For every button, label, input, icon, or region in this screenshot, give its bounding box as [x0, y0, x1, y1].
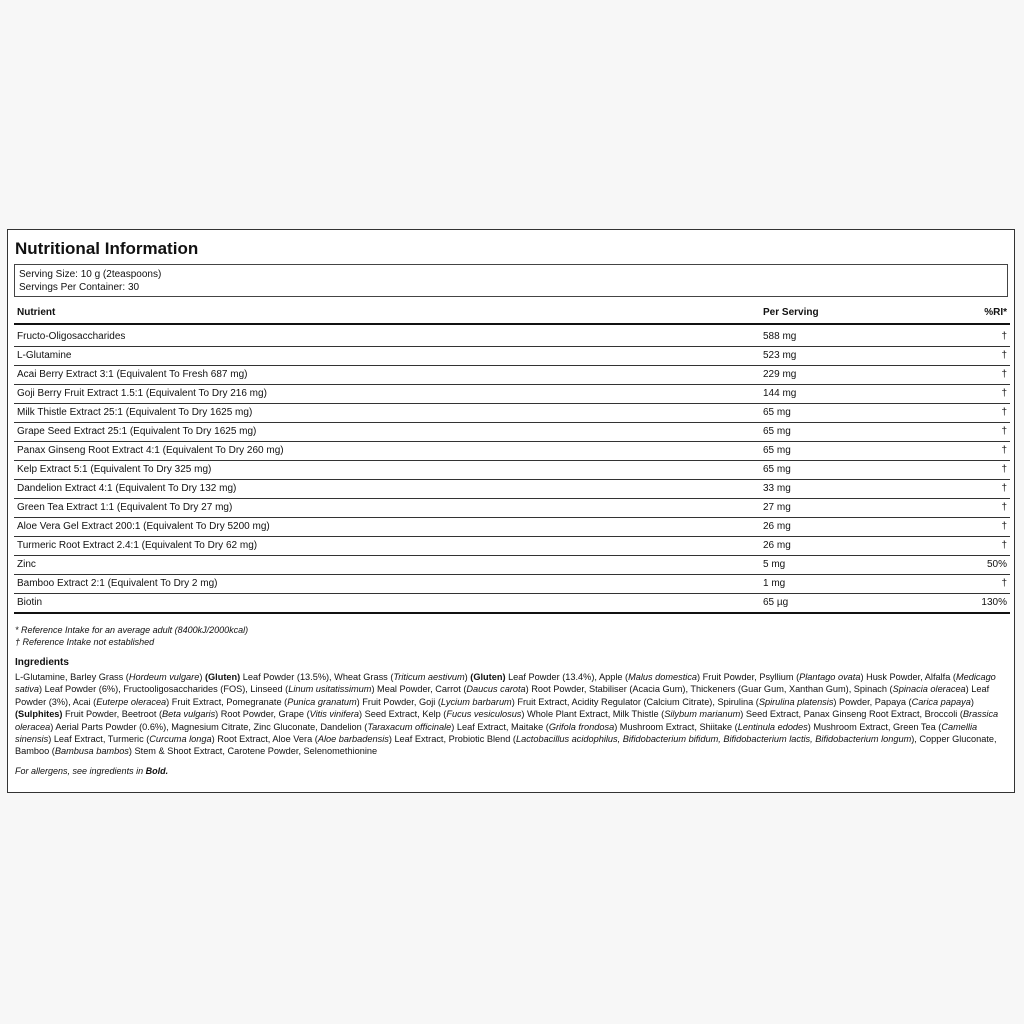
ingredient-segment: Daucus carota [466, 684, 526, 695]
ingredient-segment: ) Root Powder, Stabiliser (Acacia Gum), Thickeners (Guar Gum, Xanthan Gum), Spinach ( [525, 684, 893, 695]
table-row [14, 575, 1010, 594]
table-row [14, 518, 1010, 537]
table-row [14, 423, 1010, 442]
table-row [14, 480, 1010, 499]
nutrient-ri: † [1001, 426, 1007, 437]
ingredient-segment: (Sulphites) [15, 709, 63, 720]
ingredients-text [15, 671, 1007, 758]
ingredient-segment: ) Seed Extract, Kelp ( [359, 709, 447, 720]
nutrient-name: Kelp Extract 5:1 (Equivalent To Dry 325 mg) [17, 464, 212, 475]
nutrient-value: 26 mg [763, 540, 791, 551]
ingredient-segment: ), Copper Gluconate, Bamboo ( [15, 734, 997, 757]
ingredient-segment: ) Mushroom Extract, Green Tea ( [807, 721, 942, 732]
allergen-prefix: For allergens, see ingredients in [15, 766, 146, 776]
nutrient-ri: † [1001, 407, 1007, 418]
nutrient-value: 5 mg [763, 559, 786, 570]
ingredient-segment: Leaf Powder (13.5%), Wheat Grass ( [240, 672, 394, 682]
table-row [14, 328, 1010, 347]
ingredient-segment: ) Seed Extract, Panax Ginseng Root Extract, Broccoli ( [740, 709, 963, 720]
nutrient-ri: † [1001, 578, 1007, 589]
nutrient-value: 65 mg [763, 407, 791, 418]
ingredient-segment: ) Stem & Shoot Extract, Carotene Powder, Selenomethionine [128, 746, 378, 757]
nutrient-value: 27 mg [763, 502, 791, 513]
nutrient-value: 523 mg [763, 350, 797, 361]
nutrient-value: 588 mg [763, 331, 797, 342]
footnotes [15, 624, 248, 648]
ri-footnote: * Reference Intake for an average adult (8400kJ/2000kcal) [15, 625, 249, 635]
table-row [14, 366, 1010, 385]
nutrient-value: 65 mg [763, 445, 791, 456]
nutrient-ri: 130% [981, 597, 1007, 608]
nutrient-ri: † [1001, 502, 1007, 513]
nutrient-ri: † [1001, 331, 1007, 342]
ingredient-segment: Medicago sativa [15, 672, 996, 695]
nutrient-ri: † [1001, 521, 1007, 532]
allergen-note [15, 766, 168, 776]
ingredient-segment: Bambusa bambos [54, 746, 129, 757]
page-title: Nutritional Information [15, 239, 199, 258]
ingredient-segment: ) [464, 672, 471, 682]
nutrient-ri: † [1001, 388, 1007, 399]
ingredient-segment: ) Leaf Extract, Probiotic Blend ( [388, 734, 516, 745]
ingredient-segment: Silybum marianum [664, 709, 741, 720]
ingredient-segment: ) Whole Plant Extract, Milk Thistle ( [521, 709, 665, 720]
nutrient-name: Panax Ginseng Root Extract 4:1 (Equivalent To Dry 260 mg) [17, 445, 284, 456]
ingredient-segment: ) Fruit Powder, Goji ( [356, 696, 441, 707]
ingredient-segment: Beta vulgaris [162, 709, 216, 720]
table-body [14, 328, 1010, 614]
serving-info-box [14, 264, 1008, 297]
ingredient-segment: Malus domestica [628, 672, 698, 682]
table-row [14, 347, 1010, 366]
ingredient-segment: Triticum aestivum [393, 672, 465, 682]
ingredient-segment: ) Powder, Papaya ( [833, 696, 912, 707]
nutrient-ri: † [1001, 540, 1007, 551]
ingredient-segment: Spirulina platensis [758, 696, 834, 707]
ingredient-segment: ) Leaf Extract, Maitake ( [451, 721, 549, 732]
nutrient-value: 65 mg [763, 426, 791, 437]
nutrient-name: Aloe Vera Gel Extract 200:1 (Equivalent To Dry 5200 mg) [17, 521, 270, 532]
ingredient-segment: ) Fruit Powder, Psyllium ( [697, 672, 800, 682]
nutrient-ri: † [1001, 464, 1007, 475]
nutrient-ri: † [1001, 483, 1007, 494]
ingredient-segment: ) Aerial Parts Powder (0.6%), Magnesium Citrate, Zinc Gluconate, Dandelion ( [50, 721, 368, 732]
ingredient-segment: Taraxacum officinale [367, 721, 452, 732]
table-row [14, 385, 1010, 404]
table-row [14, 537, 1010, 556]
ingredient-segment: Brassica oleracea [15, 709, 999, 732]
table-row [14, 442, 1010, 461]
ingredient-segment: Grifola frondosa [548, 721, 615, 732]
ingredient-segment: Carica papaya [911, 696, 971, 707]
ingredients-title: Ingredients [15, 657, 69, 668]
ingredient-segment: Camellia sinensis [15, 721, 978, 745]
ingredient-segment: Punica granatum [287, 696, 357, 707]
nutrient-name: L-Glutamine [17, 350, 72, 361]
ingredient-segment: ) Fruit Extract, Pomegranate ( [166, 696, 288, 707]
ingredient-segment: Fucus vesiculosus [446, 709, 522, 720]
ingredient-segment: ) Leaf Powder (6%), Fructooligosaccharides (FOS), Linseed ( [39, 684, 289, 695]
dagger-footnote: † Reference Intake not established [15, 637, 155, 647]
nutrient-name: Zinc [17, 559, 36, 570]
ingredient-segment: ) Husk Powder, Alfalfa ( [860, 672, 956, 682]
ingredient-segment: Lycium barbarum [440, 696, 512, 707]
nutrient-value: 33 mg [763, 483, 791, 494]
ingredient-segment: Linum usitatissimum [288, 684, 372, 695]
nutrient-name: Green Tea Extract 1:1 (Equivalent To Dry 27 mg) [17, 502, 233, 513]
table-row [14, 499, 1010, 518]
ingredient-segment: ) Meal Powder, Carrot ( [371, 684, 467, 695]
ingredient-segment: Euterpe oleracea [96, 696, 167, 707]
table-row [14, 556, 1010, 575]
ingredient-segment: ) Leaf Extract, Turmeric ( [48, 734, 150, 745]
nutrient-name: Acai Berry Extract 3:1 (Equivalent To Fresh 687 mg) [17, 369, 248, 380]
nutrient-name: Turmeric Root Extract 2.4:1 (Equivalent To Dry 62 mg) [17, 540, 258, 551]
ingredient-segment: ) Root Extract, Aloe Vera ( [211, 734, 318, 745]
nutrient-ri: † [1001, 350, 1007, 361]
servings-per-container: Servings Per Container: 30 [19, 282, 140, 293]
ingredient-segment: ) [970, 696, 974, 707]
table-row [14, 594, 1010, 614]
ingredient-segment: Vitis vinifera [309, 709, 360, 720]
nutrient-ri: † [1001, 369, 1007, 380]
nutrient-name: Bamboo Extract 2:1 (Equivalent To Dry 2 mg) [17, 578, 218, 589]
table-row [14, 461, 1010, 480]
nutrient-name: Biotin [17, 597, 43, 608]
ingredient-segment: ) Root Powder, Grape ( [215, 709, 310, 720]
header-nutrient: Nutrient [17, 307, 56, 318]
ingredient-segment: Leaf Powder (13.4%), Apple ( [505, 672, 629, 682]
nutrient-name: Fructo-Oligosaccharides [17, 331, 126, 342]
serving-size: Serving Size: 10 g (2teaspoons) [19, 269, 162, 280]
ingredient-segment: Hordeum vulgare [128, 672, 200, 682]
nutrition-panel [7, 229, 1015, 793]
header-ri: %RI* [984, 307, 1007, 318]
nutrient-value: 26 mg [763, 521, 791, 532]
ingredient-segment: Lentinula edodes [737, 721, 808, 732]
ingredient-segment: L-Glutamine, Barley Grass ( [15, 672, 129, 682]
nutrient-name: Grape Seed Extract 25:1 (Equivalent To Dry 1625 mg) [17, 426, 257, 437]
ingredient-segment: Spinacia oleracea [892, 684, 966, 695]
ingredient-segment: (Gluten) [204, 672, 241, 682]
ingredient-segment: Fruit Powder, Beetroot ( [62, 709, 163, 720]
nutrient-table [14, 303, 1010, 614]
ingredient-segment: Plantago ovata [799, 672, 861, 682]
ingredient-segment: ) Fruit Extract, Acidity Regulator (Calcium Citrate), Spirulina ( [511, 696, 759, 707]
ingredient-segment: ) Mushroom Extract, Shiitake ( [614, 721, 738, 732]
nutrient-name: Milk Thistle Extract 25:1 (Equivalent To Dry 1625 mg) [17, 407, 253, 418]
ingredient-segment: Curcuma longa [149, 734, 212, 745]
nutrient-ri: 50% [986, 559, 1007, 570]
allergen-bold: Bold. [145, 766, 169, 776]
ingredient-segment: Aloe barbadensis [317, 734, 389, 745]
nutrient-value: 65 µg [763, 597, 789, 608]
ingredient-segment: ) [199, 672, 205, 682]
table-header [14, 303, 1010, 325]
nutrient-value: 229 mg [763, 369, 797, 380]
nutrient-value: 1 mg [763, 578, 786, 589]
nutrient-ri: † [1001, 445, 1007, 456]
nutrient-value: 144 mg [763, 388, 797, 399]
nutrient-name: Goji Berry Fruit Extract 1.5:1 (Equivalent To Dry 216 mg) [17, 388, 267, 399]
ingredient-segment: (Gluten) [470, 672, 506, 682]
header-per-serving: Per Serving [763, 307, 819, 318]
ingredient-segment: ) Leaf Powder (3%), Acai ( [15, 684, 990, 707]
nutrient-name: Dandelion Extract 4:1 (Equivalent To Dry 132 mg) [17, 483, 237, 494]
nutrient-value: 65 mg [763, 464, 791, 475]
table-row [14, 404, 1010, 423]
ingredient-segment: Lactobacillus acidophilus, Bifidobacterium bifidum, Bifidobacterium lactis, Bifidobacterium longum [515, 734, 912, 745]
